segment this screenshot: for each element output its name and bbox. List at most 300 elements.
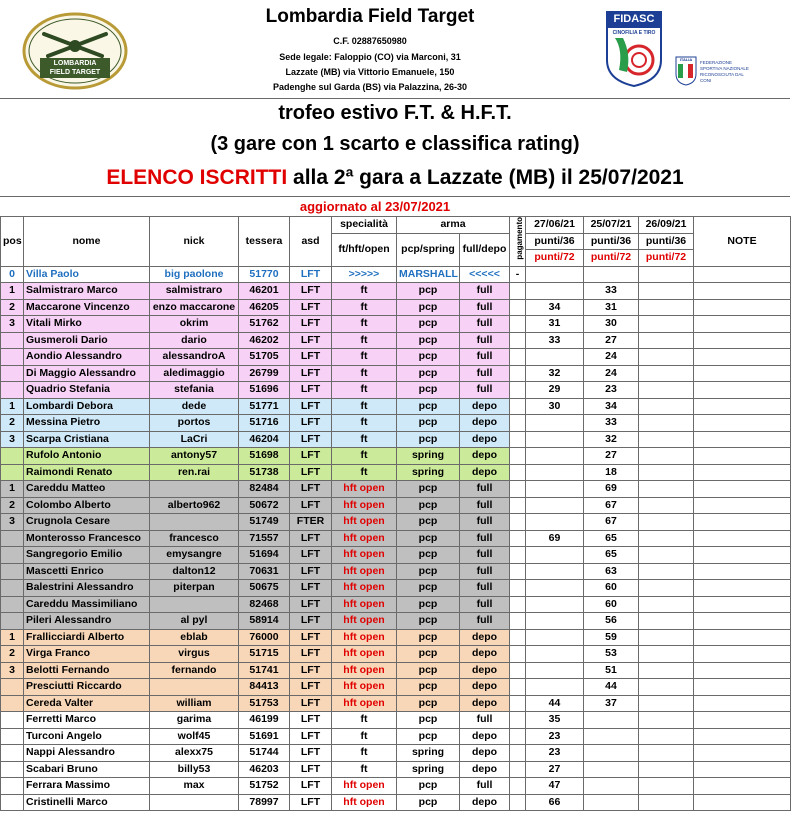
table-row: [1, 547, 791, 564]
cell-gara-1: [526, 596, 584, 613]
cell-gara-2: 51: [584, 662, 639, 679]
cell-gara-3: [639, 712, 694, 729]
cell-tessera: 71557: [239, 530, 290, 547]
cell-asd: LFT: [290, 761, 332, 778]
cell-tessera: 46205: [239, 299, 290, 316]
table-row: [1, 712, 791, 729]
cell-arma-tipo: pcp: [397, 662, 460, 679]
cell-arma-cat: depo: [460, 464, 510, 481]
cell-nick: virgus: [150, 646, 239, 663]
cell-arma-tipo: pcp: [397, 728, 460, 745]
table-row: [1, 497, 791, 514]
cell-gara-3: [639, 299, 694, 316]
cell-pos: 2: [1, 646, 24, 663]
cell-pos: [1, 530, 24, 547]
cell-gara-2: [584, 778, 639, 795]
cell-pagamento: [510, 497, 526, 514]
col-specialita: specialità: [332, 217, 397, 234]
cell-arma-tipo: pcp: [397, 563, 460, 580]
col-asd: asd: [290, 217, 332, 267]
cell-pagamento: [510, 316, 526, 333]
cell-arma-tipo: pcp: [397, 646, 460, 663]
cell-note: [694, 613, 791, 630]
cell-specialita: ft: [332, 349, 397, 366]
table-row: [1, 266, 791, 283]
cell-nick: LaCri: [150, 431, 239, 448]
col-punti72-2: punti/72: [584, 250, 639, 267]
cell-gara-2: [584, 794, 639, 811]
cell-nome: Frallicciardi Alberto: [24, 629, 150, 646]
cell-gara-3: [639, 481, 694, 498]
cell-asd: LFT: [290, 530, 332, 547]
cell-specialita: ft: [332, 332, 397, 349]
table-row: [1, 728, 791, 745]
cell-note: [694, 481, 791, 498]
cell-note: [694, 283, 791, 300]
cell-gara-2: [584, 712, 639, 729]
cell-note: [694, 778, 791, 795]
cell-asd: LFT: [290, 349, 332, 366]
cell-pagamento: [510, 563, 526, 580]
cell-tessera: 76000: [239, 629, 290, 646]
cell-gara-2: 27: [584, 332, 639, 349]
cell-gara-3: [639, 794, 694, 811]
cell-gara-3: [639, 497, 694, 514]
cell-asd: LFT: [290, 365, 332, 382]
cell-asd: LFT: [290, 283, 332, 300]
cell-arma-cat: depo: [460, 431, 510, 448]
cell-pos: 3: [1, 662, 24, 679]
cell-nome: Sangregorio Emilio: [24, 547, 150, 564]
cell-gara-1: [526, 580, 584, 597]
cell-arma-tipo: pcp: [397, 332, 460, 349]
cell-gara-3: [639, 728, 694, 745]
cell-gara-1: [526, 662, 584, 679]
table-row: [1, 431, 791, 448]
cell-arma-cat: depo: [460, 646, 510, 663]
cell-tessera: 51771: [239, 398, 290, 415]
cell-specialita: hft open: [332, 481, 397, 498]
table-row: [1, 398, 791, 415]
cell-pagamento: [510, 415, 526, 432]
cell-nome: Vitali Mirko: [24, 316, 150, 333]
cell-asd: LFT: [290, 745, 332, 762]
cell-gara-3: [639, 514, 694, 531]
cell-arma-cat: depo: [460, 629, 510, 646]
cell-specialita: hft open: [332, 547, 397, 564]
cell-nick: dalton12: [150, 563, 239, 580]
cell-pagamento: [510, 530, 526, 547]
cell-gara-2: 53: [584, 646, 639, 663]
table-row: [1, 596, 791, 613]
cell-asd: LFT: [290, 547, 332, 564]
cell-pos: 1: [1, 398, 24, 415]
cell-pagamento: [510, 448, 526, 465]
cell-nick: alexx75: [150, 745, 239, 762]
cell-arma-tipo: pcp: [397, 316, 460, 333]
cell-nick: [150, 481, 239, 498]
cell-specialita: hft open: [332, 646, 397, 663]
cell-pagamento: [510, 464, 526, 481]
cell-gara-3: [639, 646, 694, 663]
table-row: [1, 448, 791, 465]
cell-note: [694, 332, 791, 349]
cell-arma-cat: full: [460, 514, 510, 531]
cell-nick: billy53: [150, 761, 239, 778]
cell-tessera: 84413: [239, 679, 290, 696]
cell-pos: 3: [1, 316, 24, 333]
cell-specialita: hft open: [332, 679, 397, 696]
cell-gara-1: [526, 563, 584, 580]
cell-gara-2: 24: [584, 365, 639, 382]
cell-pagamento: [510, 728, 526, 745]
cell-nome: Rufolo Antonio: [24, 448, 150, 465]
cell-pos: 0: [1, 266, 24, 283]
cell-note: [694, 712, 791, 729]
cell-gara-2: 23: [584, 382, 639, 399]
cell-nome: Presciutti Riccardo: [24, 679, 150, 696]
cell-nome: Villa Paolo: [24, 266, 150, 283]
cell-tessera: 78997: [239, 794, 290, 811]
cell-arma-cat: full: [460, 299, 510, 316]
col-punti72-1: punti/72: [526, 250, 584, 267]
cell-arma-tipo: pcp: [397, 398, 460, 415]
col-punti72-3: punti/72: [639, 250, 694, 267]
cell-pos: 1: [1, 283, 24, 300]
cell-gara-1: [526, 431, 584, 448]
cell-pagamento: [510, 646, 526, 663]
cell-gara-1: [526, 514, 584, 531]
cell-specialita: hft open: [332, 580, 397, 597]
cell-tessera: 46203: [239, 761, 290, 778]
entries-title: [0, 166, 790, 190]
cell-pos: [1, 349, 24, 366]
cell-specialita: hft open: [332, 497, 397, 514]
cell-gara-1: [526, 283, 584, 300]
cell-gara-1: 33: [526, 332, 584, 349]
cell-nome: Monterosso Francesco: [24, 530, 150, 547]
cell-gara-1: 66: [526, 794, 584, 811]
cell-gara-1: [526, 679, 584, 696]
cell-specialita: hft open: [332, 794, 397, 811]
cell-arma-tipo: pcp: [397, 299, 460, 316]
table-row: [1, 563, 791, 580]
cell-specialita: hft open: [332, 563, 397, 580]
cell-tessera: 26799: [239, 365, 290, 382]
cell-tessera: 51744: [239, 745, 290, 762]
cell-asd: LFT: [290, 613, 332, 630]
cell-note: [694, 266, 791, 283]
cell-arma-cat: <<<<<: [460, 266, 510, 283]
cell-gara-3: [639, 778, 694, 795]
cell-nome: Maccarone Vincenzo: [24, 299, 150, 316]
cell-gara-2: 65: [584, 530, 639, 547]
col-punti36-3: punti/36: [639, 233, 694, 250]
cell-nick: emysangre: [150, 547, 239, 564]
cell-arma-cat: full: [460, 283, 510, 300]
cell-tessera: 51705: [239, 349, 290, 366]
cell-arma-tipo: spring: [397, 761, 460, 778]
cell-asd: LFT: [290, 464, 332, 481]
cell-nick: alessandroA: [150, 349, 239, 366]
trophy-subtitle: (3 gare con 1 scarto e classifica rating): [210, 133, 580, 155]
cell-nome: Mascetti Enrico: [24, 563, 150, 580]
cell-pagamento: [510, 761, 526, 778]
table-row: [1, 613, 791, 630]
cell-asd: LFT: [290, 728, 332, 745]
cell-asd: LFT: [290, 679, 332, 696]
cell-asd: LFT: [290, 266, 332, 283]
col-date-2: 25/07/21: [584, 217, 639, 234]
col-arma-sub1: pcp/spring: [397, 233, 460, 266]
cell-specialita: ft: [332, 398, 397, 415]
cell-arma-cat: full: [460, 332, 510, 349]
cell-asd: LFT: [290, 431, 332, 448]
cell-gara-3: [639, 679, 694, 696]
col-tessera: tessera: [239, 217, 290, 267]
cell-note: [694, 398, 791, 415]
cell-tessera: 46199: [239, 712, 290, 729]
cell-nick: [150, 596, 239, 613]
cell-note: [694, 365, 791, 382]
cell-asd: LFT: [290, 382, 332, 399]
cell-tessera: 51770: [239, 266, 290, 283]
update-date: aggiornato al 23/07/2021: [299, 199, 451, 214]
cell-arma-tipo: pcp: [397, 613, 460, 630]
cell-gara-2: 24: [584, 349, 639, 366]
cell-specialita: ft: [332, 431, 397, 448]
cell-arma-cat: depo: [460, 728, 510, 745]
cell-note: [694, 431, 791, 448]
col-date-3: 26/09/21: [639, 217, 694, 234]
cell-nome: Salmistraro Marco: [24, 283, 150, 300]
table-row: [1, 580, 791, 597]
cell-gara-3: [639, 365, 694, 382]
logo-text-1: LOMBARDIA: [53, 60, 97, 67]
col-note: NOTE: [694, 217, 791, 267]
cell-specialita: hft open: [332, 596, 397, 613]
cell-pagamento: [510, 283, 526, 300]
cell-pos: [1, 332, 24, 349]
cell-specialita: ft: [332, 316, 397, 333]
cell-nome: Scabari Bruno: [24, 761, 150, 778]
cell-gara-2: 31: [584, 299, 639, 316]
cell-gara-1: 35: [526, 712, 584, 729]
cell-nick: william: [150, 695, 239, 712]
col-specialita-sub: ft/hft/open: [332, 233, 397, 266]
cell-pagamento: [510, 580, 526, 597]
cell-pagamento: [510, 431, 526, 448]
cell-tessera: 51716: [239, 415, 290, 432]
cell-asd: LFT: [290, 580, 332, 597]
cell-gara-3: [639, 283, 694, 300]
cell-pagamento: [510, 745, 526, 762]
cell-tessera: 51762: [239, 316, 290, 333]
cell-gara-2: 60: [584, 596, 639, 613]
cell-gara-3: [639, 530, 694, 547]
cell-gara-1: [526, 497, 584, 514]
cell-nome: Turconi Angelo: [24, 728, 150, 745]
cell-arma-cat: depo: [460, 448, 510, 465]
cell-gara-2: [584, 728, 639, 745]
cell-arma-cat: depo: [460, 745, 510, 762]
federation-text: FEDERAZIONE SPORTIVA NAZIONALE RICONOSCIUTA DAL CONI: [700, 60, 749, 83]
cell-pos: [1, 613, 24, 630]
fidasc-text: FIDASC: [613, 13, 655, 25]
cell-specialita: ft: [332, 382, 397, 399]
cell-gara-3: [639, 662, 694, 679]
cell-gara-3: [639, 448, 694, 465]
org-padenghe: Padenghe sul Garda (BS) via Palazzina, 26-30: [272, 82, 468, 92]
cell-specialita: hft open: [332, 530, 397, 547]
cell-gara-2: 30: [584, 316, 639, 333]
cell-tessera: 51715: [239, 646, 290, 663]
table-row: [1, 349, 791, 366]
trophy-title: trofeo estivo F.T. & H.F.T.: [278, 102, 512, 124]
cell-arma-tipo: pcp: [397, 431, 460, 448]
cell-note: [694, 382, 791, 399]
cell-nome: Cristinelli Marco: [24, 794, 150, 811]
cell-gara-3: [639, 464, 694, 481]
cell-specialita: hft open: [332, 695, 397, 712]
cell-specialita: hft open: [332, 662, 397, 679]
cell-arma-tipo: pcp: [397, 712, 460, 729]
fidasc-sub: CINOFILIA E TIRO: [612, 30, 656, 36]
lombardia-field-target-logo: [22, 12, 128, 90]
cell-note: [694, 728, 791, 745]
cell-note: [694, 448, 791, 465]
cell-tessera: 51753: [239, 695, 290, 712]
cell-gara-3: [639, 349, 694, 366]
org-sede: Sede legale: Faloppio (CO) via Marconi, 31: [279, 52, 461, 62]
cell-nick: eblab: [150, 629, 239, 646]
cell-specialita: ft: [332, 299, 397, 316]
cell-pos: [1, 580, 24, 597]
cell-gara-1: 29: [526, 382, 584, 399]
cell-gara-1: [526, 629, 584, 646]
cell-pos: 1: [1, 481, 24, 498]
cell-pagamento: [510, 332, 526, 349]
cell-pagamento: [510, 514, 526, 531]
col-arma: arma: [397, 217, 510, 234]
cell-gara-2: 44: [584, 679, 639, 696]
col-pos: pos: [1, 217, 24, 267]
italia-coni-logo: [675, 56, 755, 86]
cell-pagamento: [510, 299, 526, 316]
cell-gara-3: [639, 316, 694, 333]
cell-pos: 3: [1, 514, 24, 531]
table-row: [1, 316, 791, 333]
table-row: [1, 332, 791, 349]
cell-arma-cat: full: [460, 596, 510, 613]
cell-pos: [1, 728, 24, 745]
org-title: Lombardia Field Target: [265, 6, 475, 27]
cell-pos: [1, 365, 24, 382]
cell-gara-2: 63: [584, 563, 639, 580]
cell-asd: LFT: [290, 398, 332, 415]
cell-pagamento: [510, 547, 526, 564]
cell-pos: [1, 712, 24, 729]
cell-pos: [1, 745, 24, 762]
cell-specialita: ft: [332, 761, 397, 778]
cell-pos: 3: [1, 431, 24, 448]
cell-note: [694, 299, 791, 316]
cell-asd: LFT: [290, 332, 332, 349]
cell-specialita: hft open: [332, 778, 397, 795]
cell-gara-2: 33: [584, 415, 639, 432]
cell-arma-tipo: pcp: [397, 778, 460, 795]
table-row: [1, 794, 791, 811]
cell-gara-1: 27: [526, 761, 584, 778]
col-arma-sub2: full/depo: [460, 233, 510, 266]
cell-nick: dario: [150, 332, 239, 349]
cell-nome: Balestrini Alessandro: [24, 580, 150, 597]
cell-asd: FTER: [290, 514, 332, 531]
cell-arma-tipo: pcp: [397, 794, 460, 811]
cell-asd: LFT: [290, 316, 332, 333]
cell-nick: francesco: [150, 530, 239, 547]
cell-tessera: 51696: [239, 382, 290, 399]
entries-title-red: ELENCO ISCRITTI: [106, 166, 288, 189]
cell-gara-1: 23: [526, 728, 584, 745]
cell-gara-3: [639, 613, 694, 630]
cell-arma-cat: full: [460, 530, 510, 547]
cell-asd: LFT: [290, 712, 332, 729]
cell-arma-tipo: spring: [397, 448, 460, 465]
cell-asd: LFT: [290, 778, 332, 795]
cell-tessera: 82484: [239, 481, 290, 498]
cell-pagamento: [510, 679, 526, 696]
cell-arma-cat: full: [460, 365, 510, 382]
cell-pagamento: [510, 398, 526, 415]
cell-asd: LFT: [290, 497, 332, 514]
col-punti36-2: punti/36: [584, 233, 639, 250]
cell-arma-tipo: pcp: [397, 415, 460, 432]
cell-gara-1: 44: [526, 695, 584, 712]
cell-pos: [1, 695, 24, 712]
cell-nick: alberto962: [150, 497, 239, 514]
cell-gara-1: [526, 646, 584, 663]
cell-gara-2: 37: [584, 695, 639, 712]
cell-tessera: 46202: [239, 332, 290, 349]
cell-nick: [150, 514, 239, 531]
cell-nick: antony57: [150, 448, 239, 465]
cell-specialita: ft: [332, 415, 397, 432]
cell-arma-cat: full: [460, 580, 510, 597]
cell-gara-2: [584, 745, 639, 762]
cell-nick: portos: [150, 415, 239, 432]
cell-gara-2: 69: [584, 481, 639, 498]
cell-gara-1: 34: [526, 299, 584, 316]
cell-note: [694, 580, 791, 597]
cell-nick: piterpan: [150, 580, 239, 597]
cell-nick: enzo maccarone: [150, 299, 239, 316]
cell-arma-cat: full: [460, 481, 510, 498]
cell-asd: LFT: [290, 646, 332, 663]
cell-nome: Cereda Valter: [24, 695, 150, 712]
cell-arma-tipo: pcp: [397, 695, 460, 712]
table-row: [1, 695, 791, 712]
cell-asd: LFT: [290, 481, 332, 498]
table-row: [1, 778, 791, 795]
cell-asd: LFT: [290, 662, 332, 679]
cell-arma-tipo: pcp: [397, 530, 460, 547]
cell-nome: Virga Franco: [24, 646, 150, 663]
cell-tessera: 51738: [239, 464, 290, 481]
table-row: [1, 382, 791, 399]
cell-arma-tipo: spring: [397, 745, 460, 762]
entries-table: [0, 216, 791, 811]
